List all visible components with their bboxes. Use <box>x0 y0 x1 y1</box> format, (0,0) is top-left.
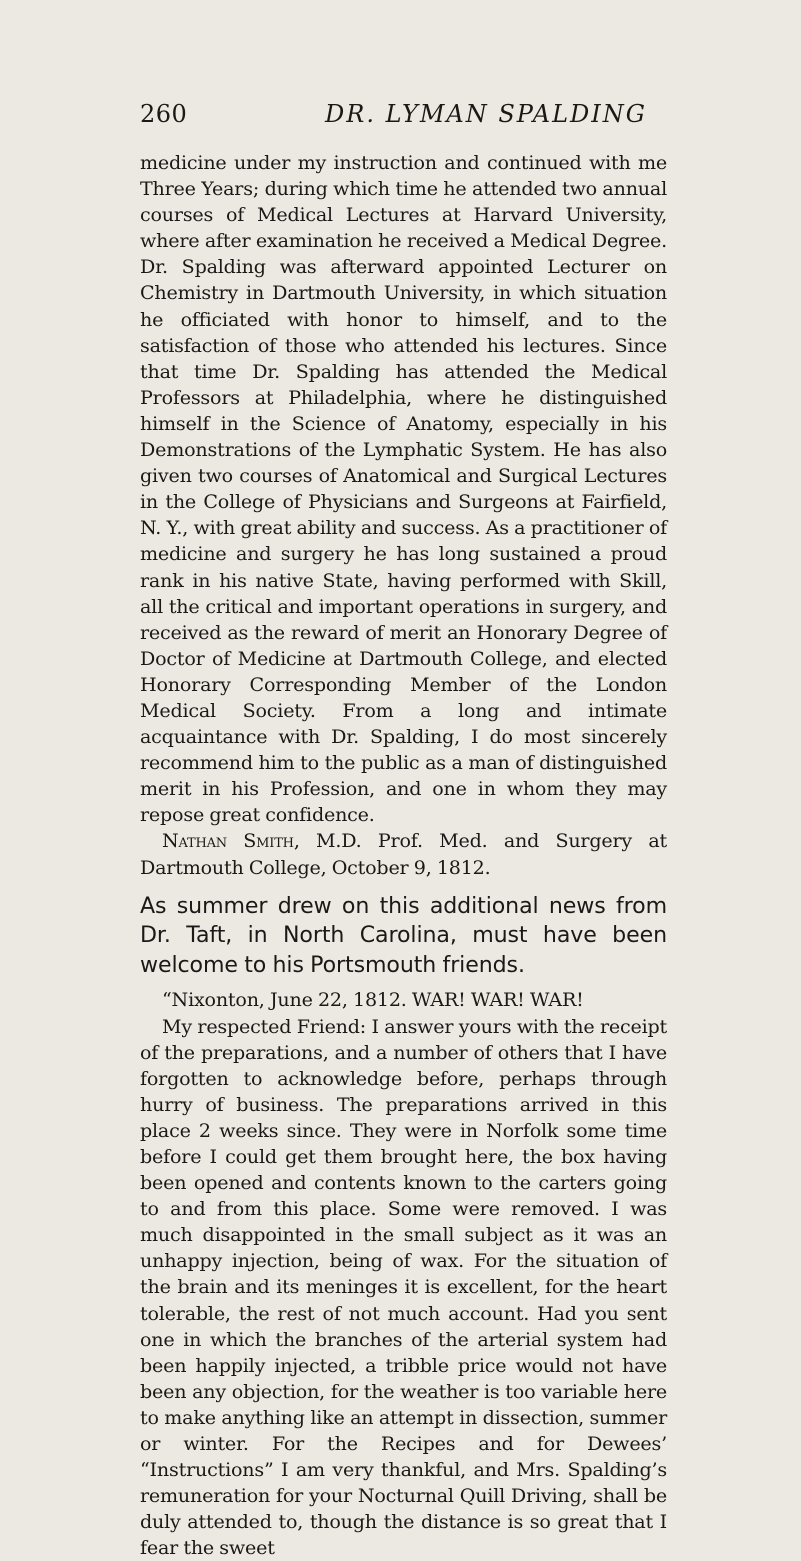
running-title: DR. LYMAN SPALDING <box>325 100 647 128</box>
letter-body: My respected Friend: I answer yours with the receipt of the preparations, and a number of others that I have forgotten to acknowledge before, perhaps through hurry of business. The preparations arrived in this place 2 weeks since. They were in Norfolk some time before I could get them brought here, the box having been opened and contents known to the carters going to and from this place. Some were removed. I was much disappointed in the small subject as it was an unhappy injection, being of wax. For the situation of the brain and its meninges it is excellent, for the heart tolerable, the rest of not much account. Had you sent one in which the branches of the arterial system had been happily injected, a tribble price would not have been any objection, for the weather is too variable here to make anything like an attempt in dissection, summer or winter. For the Recipes and for Dewees’ “Instructions” I am very thankful, and Mrs. Spalding’s remuneration for your Nocturnal Quill Driving, shall be duly attended to, though the distance is so great that I fear the sweet <box>140 1014 667 1561</box>
signature-details: , M.D. Prof. Med. and Surgery at Dartmouth College, October 9, 1812. <box>140 829 667 878</box>
body-text <box>140 150 667 1561</box>
page-number: 260 <box>140 100 187 128</box>
page-header <box>0 100 801 140</box>
testimonial-signature <box>140 828 667 880</box>
narrative-intro: As summer drew on this additional news from Dr. Taft, in North Carolina, must have been welcome to his Portsmouth friends. <box>140 892 667 981</box>
signature-name: Nathan Smith <box>162 829 294 852</box>
letter-heading: “Nixonton, June 22, 1812. WAR! WAR! WAR! <box>140 987 667 1013</box>
testimonial-paragraph: medicine under my instruction and continued with me Three Years; during which time he attended two annual courses of Medical Lectures at Harvard University, where after examination he received a Medical Degree. Dr. Spalding was afterward appointed Lecturer on Chemistry in Dartmouth University, in which situation he officiated with honor to himself, and to the satisfaction of those who attended his lectures. Since that time Dr. Spalding has attended the Medical Professors at Philadelphia, where he distinguished himself in the Science of Anatomy, especially in his Demonstrations of the Lymphatic System. He has also given two courses of Anatomical and Surgical Lectures in the College of Physicians and Surgeons at Fairfield, N. Y., with great ability and success. As a practitioner of medicine and surgery he has long sustained a proud rank in his native State, having performed with Skill, all the critical and important operations in surgery, and received as the reward of merit an Honorary Degree of Doctor of Medicine at Dartmouth College, and elected Honorary Corresponding Member of the London Medical Society. From a long and intimate acquaintance with Dr. Spalding, I do most sincerely recommend him to the public as a man of distinguished merit in his Profession, and one in whom they may repose great confidence. <box>140 150 667 828</box>
